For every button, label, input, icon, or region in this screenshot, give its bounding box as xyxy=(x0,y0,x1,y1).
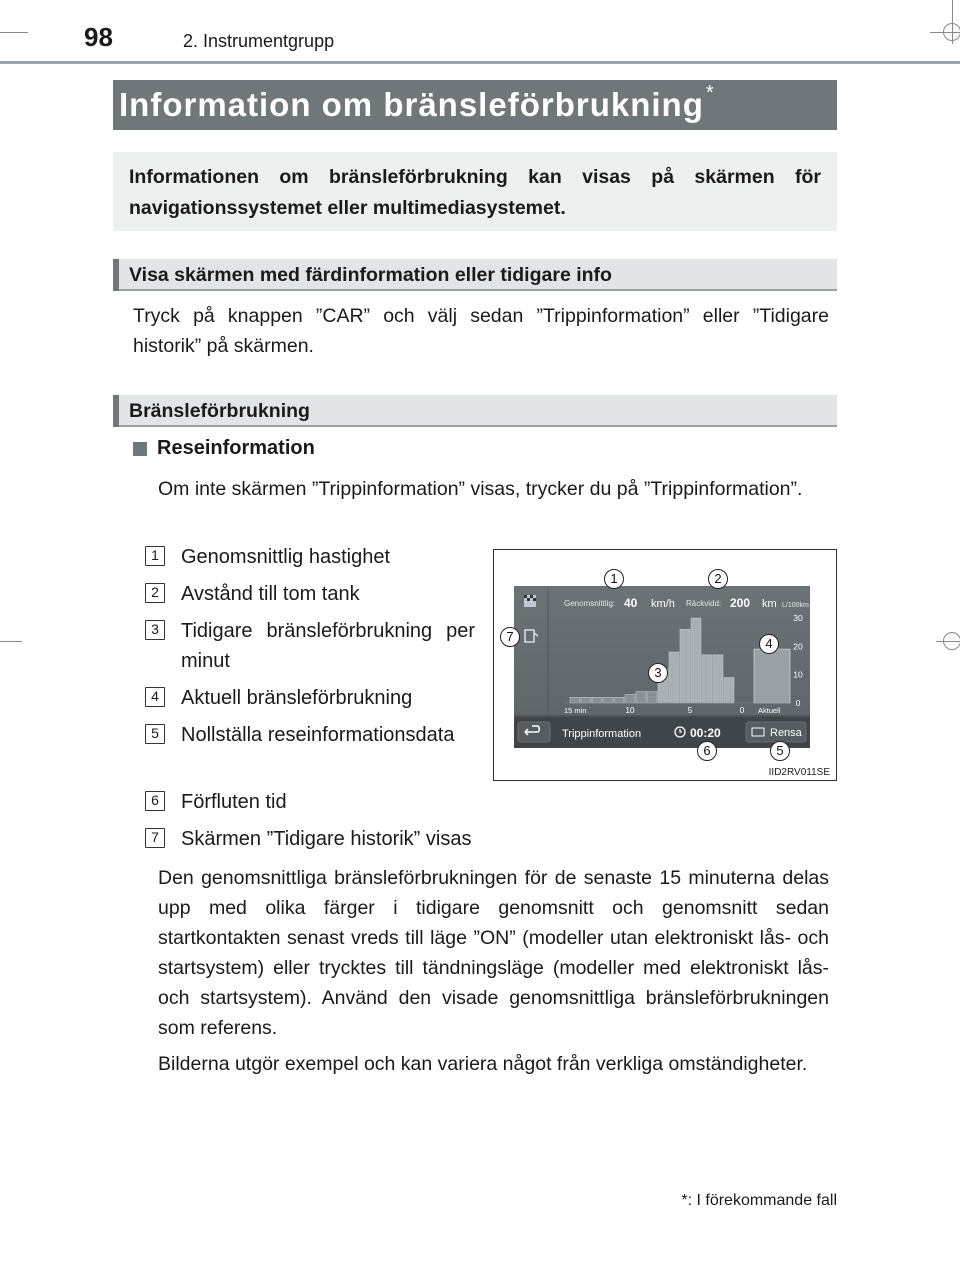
intro-box: Informationen om bränsleförbrukning kan visas på skärmen för navigationssystemet eller multimediasystemet. xyxy=(113,152,837,231)
callout-2: 2 xyxy=(708,569,728,589)
history-bar xyxy=(570,697,580,703)
legend-text: Genomsnittlig hastighet xyxy=(181,546,391,568)
page-title-text: Information om bränsleförbrukning xyxy=(119,86,704,123)
history-bar xyxy=(581,697,591,703)
average-consumption-text: Den genomsnittliga bränsleförbrukningen för de senaste 15 minuterna delas upp med olika färger i tidigare genomsnitt och genomsnitt sedan startkontakten senast vreds till läge ”ON” (modeller utan elektroniskt lås- och startsystem) eller trycktes till tändningsläge (modeller med elektroniskt lås- och startsystem). Använd den visade genomsnittliga bränsleförbrukningen som referens. xyxy=(158,867,829,1039)
chapter-title: 2. Instrumentgrupp xyxy=(183,31,335,51)
legend-item xyxy=(145,616,475,676)
y-tick-label: 30 xyxy=(793,613,803,623)
x-tick-label: 10 xyxy=(625,706,635,715)
header-rule xyxy=(0,61,960,64)
square-bullet-icon xyxy=(133,442,147,456)
section-heading-fuel: Bränsleförbrukning xyxy=(113,395,837,427)
section-display-text: Tryck på knappen ”CAR” och välj sedan ”Trippinformation” eller ”Tidigare historik” på skärmen. xyxy=(133,305,829,357)
callout-7: 7 xyxy=(500,627,520,647)
legend-text: Skärmen ”Tidigare historik” visas xyxy=(181,828,472,850)
page-title xyxy=(113,80,837,130)
crop-mark xyxy=(943,632,960,650)
history-bar xyxy=(691,618,701,703)
legend-number: 5 xyxy=(145,724,165,744)
x-tick-label: 0 xyxy=(739,706,745,715)
footnote: *: I förekommande fall xyxy=(681,1192,837,1209)
history-bar xyxy=(625,695,635,704)
back-button[interactable] xyxy=(518,722,550,742)
history-bar xyxy=(680,629,690,703)
y-tick-label: 20 xyxy=(793,641,803,652)
history-bar xyxy=(713,655,723,703)
current-label: Aktuell xyxy=(758,706,781,715)
avg-speed-label: Genomsnittlig: xyxy=(564,599,616,608)
history-bar xyxy=(724,678,734,704)
history-bar xyxy=(647,692,657,703)
page-number: 98 xyxy=(84,22,113,52)
legend-text: Aktuell bränsleförbrukning xyxy=(181,687,413,709)
section-marker xyxy=(113,395,119,427)
current-consumption-bar xyxy=(754,649,790,703)
callout-1: 1 xyxy=(604,569,624,589)
x-tick-label: 5 xyxy=(687,706,693,715)
crop-mark xyxy=(0,32,28,33)
trip-info-text: Om inte skärmen ”Trippinformation” visas, trycker du på ”Trippinformation”. xyxy=(158,478,803,500)
history-bar xyxy=(636,692,646,703)
trip-info-label: Trippinformation xyxy=(562,728,642,740)
subheading-text: Reseinformation xyxy=(157,437,315,459)
history-bar xyxy=(702,655,712,703)
y-tick-label: 0 xyxy=(795,698,801,708)
legend-item xyxy=(145,683,475,713)
legend-number: 3 xyxy=(145,620,165,640)
range-label: Räckvidd: xyxy=(686,599,722,608)
section-marker xyxy=(113,259,119,291)
trip-info-figure xyxy=(493,549,837,781)
callout-6: 6 xyxy=(697,741,717,761)
disclaimer-text: Bilderna utgör exempel och kan variera något från verkliga omständigheter. xyxy=(158,1053,808,1075)
x-tick-label: 15 min xyxy=(564,706,587,715)
reset-button[interactable] xyxy=(746,722,806,742)
legend-number: 4 xyxy=(145,687,165,707)
y-tick-label: 10 xyxy=(793,669,803,680)
reset-label: Rensa xyxy=(770,727,802,739)
figure-code: IID2RV011SE xyxy=(768,767,830,778)
flag-icon xyxy=(524,595,536,607)
legend-text: Tidigare bränsleförbrukning per minut xyxy=(181,620,475,672)
legend-number: 2 xyxy=(145,583,165,603)
legend-text: Avstånd till tom tank xyxy=(181,583,360,605)
avg-speed-value: 40 xyxy=(624,596,638,610)
history-bar xyxy=(603,697,613,703)
crop-mark xyxy=(943,23,960,41)
legend-text: Förfluten tid xyxy=(181,791,287,813)
range-value: 200 xyxy=(730,596,751,610)
range-unit: km xyxy=(762,598,777,610)
elapsed-time: 00:20 xyxy=(690,726,721,740)
history-bar xyxy=(592,697,602,703)
title-marker: * xyxy=(705,81,715,104)
callout-5: 5 xyxy=(770,741,790,761)
legend-item xyxy=(145,787,645,817)
subheading-trip-info xyxy=(133,437,315,460)
fuel-unit: L/100km xyxy=(782,602,809,609)
callout-3: 3 xyxy=(648,663,668,683)
legend-number: 7 xyxy=(145,828,165,848)
crop-mark xyxy=(0,641,22,642)
legend-text: Nollställa reseinformationsdata xyxy=(181,724,455,746)
history-bar xyxy=(669,652,679,703)
legend-item xyxy=(145,720,475,750)
history-bar xyxy=(614,697,624,703)
legend-item xyxy=(145,542,475,572)
legend-number: 1 xyxy=(145,546,165,566)
avg-speed-unit: km/h xyxy=(651,598,675,610)
legend-item xyxy=(145,579,475,609)
legend-item xyxy=(145,824,645,854)
legend-number: 6 xyxy=(145,791,165,811)
section-heading-display: Visa skärmen med färdinformation eller tidigare info xyxy=(113,259,837,291)
callout-4: 4 xyxy=(759,634,779,654)
